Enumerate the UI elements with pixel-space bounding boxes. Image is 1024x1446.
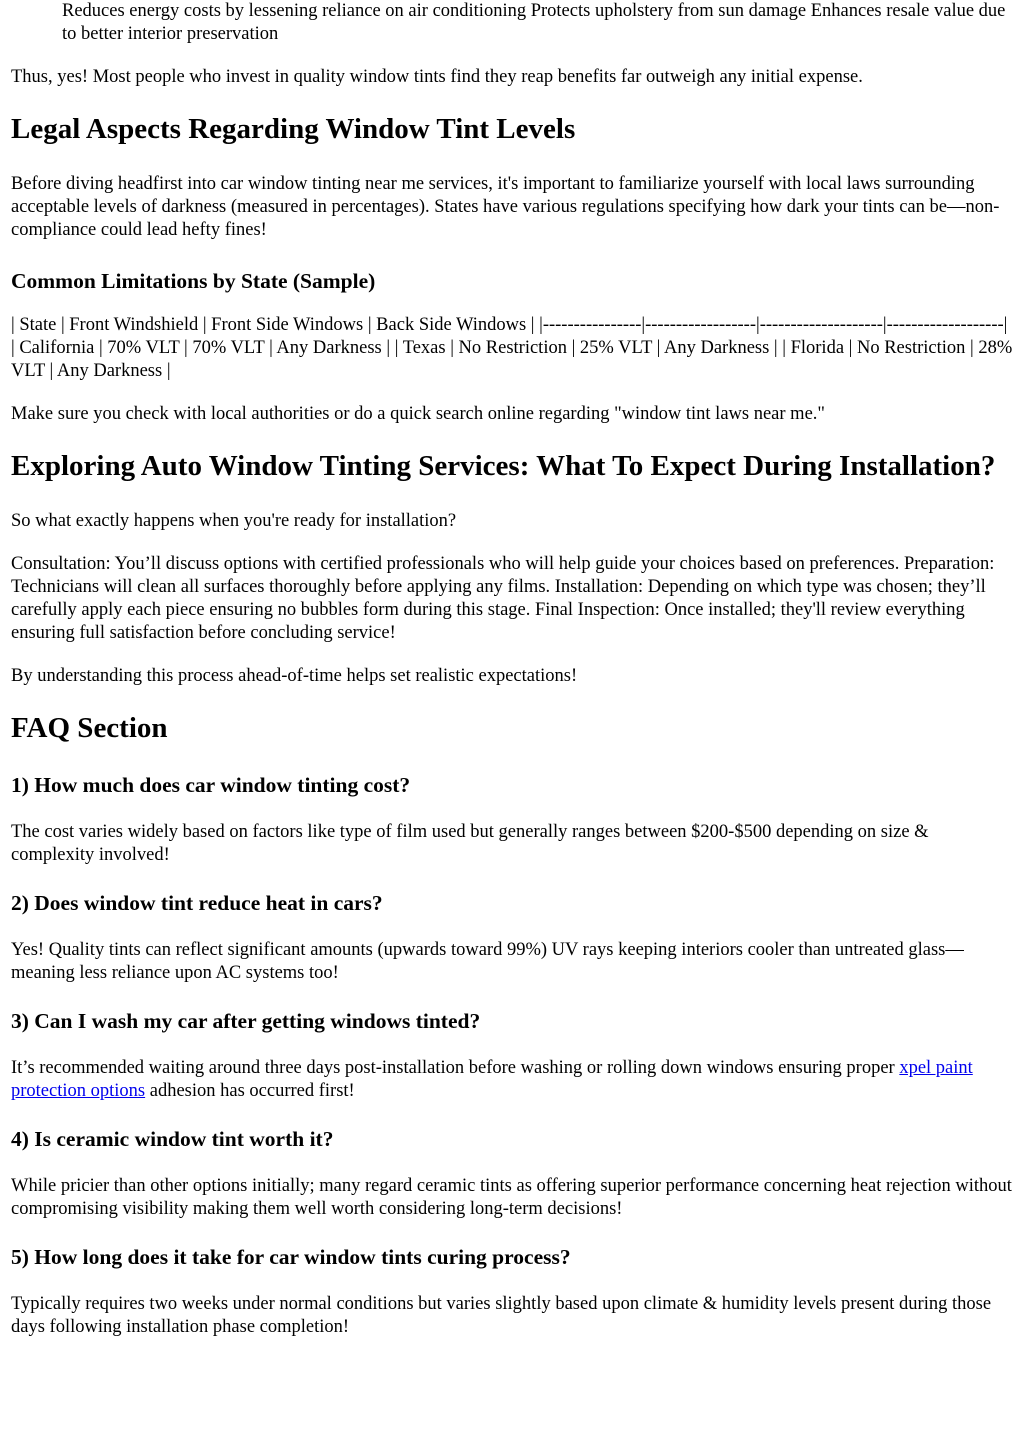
faq-answer-4: While pricier than other options initially; many regard ceramic tints as offering superior performance concerning heat rejection without compromising visibility making them well worth considering long-term decisions! xyxy=(11,1176,1012,1219)
faq-question-3: 3) Can I wash my car after getting windows tinted? xyxy=(11,1009,481,1033)
tint-laws-note: Make sure you check with local authorities or do a quick search online regarding "window tint laws near me." xyxy=(11,404,825,424)
faq-answer-3 xyxy=(11,1057,1015,1103)
faq-question-4: 4) Is ceramic window tint worth it? xyxy=(11,1127,334,1151)
faq-question-2: 2) Does window tint reduce heat in cars? xyxy=(11,891,383,915)
services-question: So what exactly happens when you're ready for installation? xyxy=(11,511,457,531)
benefits-conclusion: Thus, yes! Most people who invest in quality window tints find they reap benefits far outweigh any initial expense. xyxy=(11,67,863,87)
xpel-paint-protection-link[interactable]: xpel paint protection options xyxy=(11,1058,973,1101)
faq-heading: FAQ Section xyxy=(11,712,168,744)
faq-answer-3-after: adhesion has occurred first! xyxy=(149,1081,355,1101)
state-limitations-table-text: | State | Front Windshield | Front Side Windows | Back Side Windows | |----------------|------------------|--------------------|-------------------| | California | 70% VLT | 70% VLT | Any Darkness | | Texas | No Restriction | 25% VLT | Any Darkness | | Florida | No Restriction | 28% VLT | Any Darkness | xyxy=(11,315,1013,381)
legal-heading: Legal Aspects Regarding Window Tint Levels xyxy=(11,113,576,145)
faq-answer-3-before: It’s recommended waiting around three days post-installation before washing or rolling down windows ensuring proper xyxy=(11,1058,895,1078)
faq-answer-1: The cost varies widely based on factors like type of film used but generally ranges between $200-$500 depending on size & complexity involved! xyxy=(11,822,929,865)
services-closing: By understanding this process ahead-of-time helps set realistic expectations! xyxy=(11,666,578,686)
faq-answer-2: Yes! Quality tints can reflect significant amounts (upwards toward 99%) UV rays keeping interiors cooler than untreated glass—meaning less reliance upon AC systems too! xyxy=(11,940,964,983)
faq-answer-5: Typically requires two weeks under normal conditions but varies slightly based upon climate & humidity levels present during those days following installation phase completion! xyxy=(11,1294,992,1337)
services-heading: Exploring Auto Window Tinting Services: What To Expect During Installation? xyxy=(11,450,996,482)
state-limitations-heading: Common Limitations by State (Sample) xyxy=(11,269,376,293)
faq-question-5: 5) How long does it take for car window tints curing process? xyxy=(11,1245,571,1269)
installation-steps: Consultation: You’ll discuss options with certified professionals who will help guide your choices based on preferences. Preparation: Technicians will clean all surfaces thoroughly before applying any films. Installation: Depending on which type was chosen; they’ll carefully apply each piece ensuring no bubbles form during this stage. Final Inspection: Once installed; they'll review everything ensuring full satisfaction before concluding service! xyxy=(11,554,995,643)
legal-paragraph: Before diving headfirst into car window tinting near me services, it's important to familiarize yourself with local laws surrounding acceptable levels of darkness (measured in percentages). States have various regulations specifying how dark your tints can be—non-compliance could lead hefty fines! xyxy=(11,174,1000,240)
benefits-list-text: Reduces energy costs by lessening reliance on air conditioning Protects upholstery from sun damage Enhances resale value due to better interior preservation xyxy=(62,1,1006,44)
faq-question-1: 1) How much does car window tinting cost? xyxy=(11,773,411,797)
